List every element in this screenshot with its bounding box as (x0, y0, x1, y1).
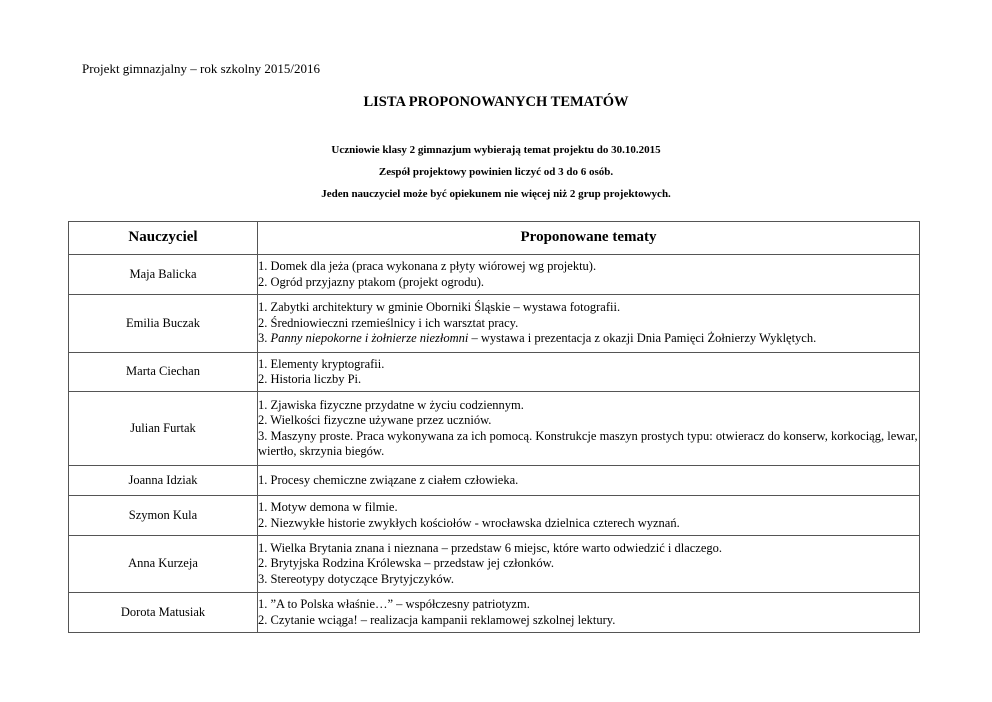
table-row (69, 295, 920, 353)
topics-cell (258, 466, 920, 496)
teacher-name: Marta Ciechan (69, 353, 258, 392)
table-row (69, 466, 920, 496)
topics-cell (258, 536, 920, 593)
document-header: Projekt gimnazjalny – rok szkolny 2015/2016 (82, 61, 320, 76)
topic-item: 1. Domek dla jeża (praca wykonana z płyty wiórowej wg projektu). (258, 259, 597, 273)
table-row (69, 496, 920, 536)
table-header-row (69, 222, 920, 255)
teacher-name: Joanna Idziak (69, 466, 258, 496)
instruction-line: Uczniowie klasy 2 gimnazjum wybierają temat projektu do 30.10.2015 (331, 144, 661, 156)
topic-italic-title: Panny niepokorne i żołnierze niezłomni (270, 331, 469, 346)
topics-cell (258, 496, 920, 536)
topic-item: 2. Ogród przyjazny ptakom (projekt ogrodu). (258, 274, 484, 289)
column-header-topics: Proponowane tematy (258, 222, 920, 255)
topic-item: 2. Średniowieczni rzemieślnicy i ich warsztat pracy. (258, 315, 519, 330)
table-row (69, 536, 920, 593)
column-header-teacher: Nauczyciel (69, 222, 258, 255)
teacher-name: Anna Kurzeja (69, 536, 258, 593)
table-row (69, 593, 920, 633)
topic-number: 3. (258, 331, 271, 346)
topic-item: 2. Historia liczby Pi. (258, 372, 362, 386)
topic-item: 1. Procesy chemiczne związane z ciałem człowieka. (258, 472, 519, 487)
topic-item: 3. Maszyny proste. Praca wykonywana za ich pomocą. Konstrukcje maszyn prostych typu: otwieracz do konserw, korkociąg, lewar, wiertło, skrzynia biegów. (258, 428, 918, 458)
instruction-line: Zespół projektowy powinien liczyć od 3 do 6 osób. (378, 166, 614, 178)
topics-table (68, 221, 920, 633)
teacher-name: Julian Furtak (69, 392, 258, 466)
topic-item (258, 331, 919, 347)
topics-cell (258, 392, 920, 466)
teacher-name: Szymon Kula (69, 496, 258, 536)
topic-item: 1. ”A to Polska właśnie…” – współczesny patriotyzm. (258, 597, 530, 611)
document-title: LISTA PROPONOWANYCH TEMATÓW (363, 94, 629, 110)
instructions-block (0, 139, 992, 205)
topic-item: 2. Czytanie wciąga! – realizacja kampanii reklamowej szkolnej lektury. (258, 612, 616, 627)
topic-item: 3. Stereotypy dotyczące Brytyjczyków. (258, 571, 455, 586)
table-row (69, 255, 920, 295)
topic-item: 1. Zabytki architektury w gminie Oborniki Śląskie – wystawa fotografii. (258, 300, 621, 315)
table-row (69, 392, 920, 466)
topic-item: 2. Wielkości fizyczne używane przez uczniów. (258, 413, 492, 427)
topic-item: 1. Elementy kryptografii. (258, 356, 385, 371)
instruction-line: Jeden nauczyciel może być opiekunem nie więcej niż 2 grup projektowych. (321, 188, 671, 200)
teacher-name: Dorota Matusiak (69, 593, 258, 633)
teacher-name: Maja Balicka (69, 255, 258, 295)
topics-cell (258, 353, 920, 392)
topic-item: 1. Motyw demona w filmie. (258, 500, 398, 514)
topics-cell (258, 255, 920, 295)
topics-cell (258, 593, 920, 633)
teacher-name: Emilia Buczak (69, 295, 258, 353)
table-row (69, 353, 920, 392)
topic-item: 2. Brytyjska Rodzina Królewska – przedstaw jej członków. (258, 556, 554, 571)
topic-item: 1. Wielka Brytania znana i nieznana – przedstaw 6 miejsc, które warto odwiedzić i dlaczego. (258, 540, 723, 555)
topic-item: 2. Niezwykłe historie zwykłych kościołów - wrocławska dzielnica czterech wyznań. (258, 515, 680, 530)
topics-cell (258, 295, 920, 353)
topic-item: 1. Zjawiska fizyczne przydatne w życiu codziennym. (258, 397, 524, 412)
topic-description: – wystawa i prezentacja z okazji Dnia Pamięci Żołnierzy Wyklętych. (468, 331, 817, 346)
